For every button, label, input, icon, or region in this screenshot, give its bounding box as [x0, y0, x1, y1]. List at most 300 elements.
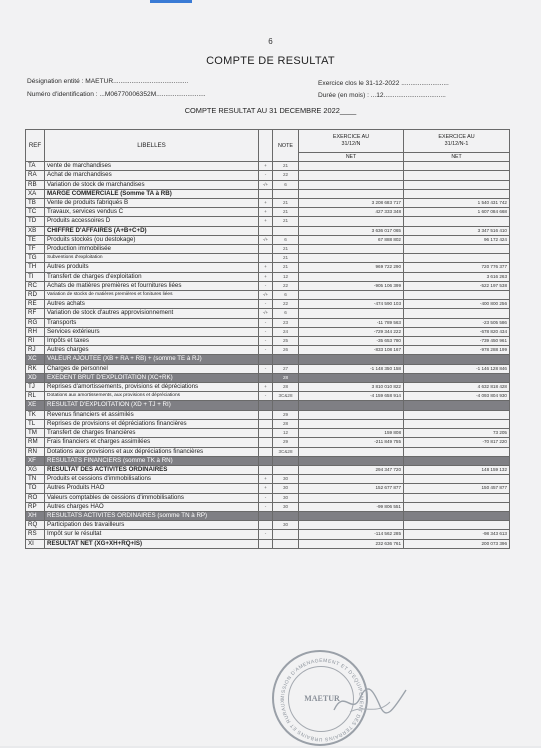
row-value-n [299, 475, 404, 484]
row-value-n: -211 849 755 [299, 438, 404, 447]
table-row [26, 189, 510, 198]
row-value-n1: -23 505 586 [404, 318, 510, 327]
row-label: CHIFFRE D'AFFAIRES (A+B+C+D) [45, 226, 259, 235]
row-note: 21 [273, 245, 299, 254]
row-label: Subventions d'exploitation [45, 254, 259, 263]
row-note: 21 [273, 199, 299, 208]
row-ref: XC [26, 355, 45, 364]
row-label: Autres charges [45, 346, 259, 355]
row-sign: + [259, 162, 273, 171]
row-note: 6 [273, 309, 299, 318]
income-statement-table [25, 129, 510, 549]
row-value-n [299, 254, 404, 263]
table-row [26, 465, 510, 474]
row-ref: RL [26, 392, 45, 401]
row-ref: XB [26, 226, 45, 235]
row-note [273, 539, 299, 548]
row-value-n: 232 636 761 [299, 539, 404, 548]
row-value-n1: 73 205 [404, 429, 510, 438]
row-ref: RH [26, 327, 45, 336]
row-note: 6 [273, 235, 299, 244]
row-label: Impôts et taxes [45, 337, 259, 346]
row-sign: - [259, 392, 273, 401]
row-ref: RS [26, 530, 45, 539]
row-value-n1: -98 343 613 [404, 530, 510, 539]
exercise-closing: Exercice clos le 31-12-2022 .......................... [318, 80, 449, 87]
row-ref: TG [26, 254, 45, 263]
table-row [26, 235, 510, 244]
row-value-n1: 1 540 431 742 [404, 199, 510, 208]
row-value-n1 [404, 254, 510, 263]
entity-designation: Désignation entité : MAETUR......................................... [27, 78, 189, 85]
row-sign: + [259, 475, 273, 484]
row-sign: - [259, 364, 273, 373]
row-ref: RE [26, 300, 45, 309]
row-label: Autres produits [45, 263, 259, 272]
table-row [26, 419, 510, 428]
row-value-n1: 3 616 263 [404, 272, 510, 281]
row-note: 3C&28 [273, 392, 299, 401]
row-note: 6 [273, 291, 299, 300]
row-sign: + [259, 217, 273, 226]
table-row [26, 410, 510, 419]
row-note [273, 189, 299, 198]
table-row [26, 208, 510, 217]
row-value-n1: 1 607 084 668 [404, 208, 510, 217]
row-sign [259, 355, 273, 364]
table-row [26, 171, 510, 180]
table-title: COMPTE RESULTAT AU 31 DECEMBRE 2022____ [184, 106, 357, 115]
row-note [273, 530, 299, 539]
row-value-n [299, 171, 404, 180]
row-value-n1 [404, 373, 510, 382]
table-row [26, 318, 510, 327]
row-value-n [299, 217, 404, 226]
table-row [26, 180, 510, 189]
row-label: Autres charges HAO [45, 502, 259, 511]
header-sign [259, 130, 273, 162]
row-value-n1: 4 632 818 428 [404, 383, 510, 392]
row-value-n: -905 106 399 [299, 281, 404, 290]
row-label: RESULTATS ACTIVITES ORDINAIRES (somme TN à RP) [45, 511, 259, 520]
row-ref: RC [26, 281, 45, 290]
table-row [26, 217, 510, 226]
row-sign [259, 456, 273, 465]
row-value-n: 3 208 683 717 [299, 199, 404, 208]
row-sign: - [259, 327, 273, 336]
row-label: Produits accessoires D [45, 217, 259, 226]
row-label: Variation de stock d'autres approvisionnement [45, 309, 259, 318]
row-value-n [299, 162, 404, 171]
row-value-n: 969 722 290 [299, 263, 404, 272]
row-sign: + [259, 263, 273, 272]
table-row [26, 309, 510, 318]
row-value-n1: -1 146 128 846 [404, 364, 510, 373]
table-row [26, 530, 510, 539]
row-value-n1 [404, 217, 510, 226]
table-row [26, 475, 510, 484]
header-net-n1: NET [404, 153, 510, 162]
row-sign [259, 245, 273, 254]
row-note [273, 465, 299, 474]
table-row [26, 254, 510, 263]
row-label: EXEDENT BRUT D'EXPLOITATION (XC+RK) [45, 373, 259, 382]
row-note [273, 511, 299, 520]
row-value-n1 [404, 245, 510, 254]
row-value-n1: 96 172 424 [404, 235, 510, 244]
row-note: 24 [273, 327, 299, 336]
row-ref: TJ [26, 383, 45, 392]
row-value-n1 [404, 180, 510, 189]
row-value-n1 [404, 511, 510, 520]
row-label: Services extérieurs [45, 327, 259, 336]
row-ref: RI [26, 337, 45, 346]
row-label: Achat de marchandises [45, 171, 259, 180]
row-ref: RQ [26, 521, 45, 530]
row-ref: XI [26, 539, 45, 548]
row-value-n1: 200 073 396 [404, 539, 510, 548]
row-sign: - [259, 502, 273, 511]
row-sign: + [259, 208, 273, 217]
row-ref: RM [26, 438, 45, 447]
row-sign [259, 447, 273, 456]
row-ref: RF [26, 309, 45, 318]
row-label: vente de marchandises [45, 162, 259, 171]
row-value-n1 [404, 456, 510, 465]
row-label: Travaux, services vendus C [45, 208, 259, 217]
row-sign: -/+ [259, 180, 273, 189]
row-value-n [299, 355, 404, 364]
table-row [26, 199, 510, 208]
row-sign: - [259, 337, 273, 346]
row-ref: RJ [26, 346, 45, 355]
table-row [26, 438, 510, 447]
row-note: 30 [273, 521, 299, 530]
row-label: Transfert de charges d'exploitation [45, 272, 259, 281]
row-value-n [299, 511, 404, 520]
row-label: Autres Produits HAO [45, 484, 259, 493]
row-sign: + [259, 272, 273, 281]
table-row [26, 521, 510, 530]
row-sign [259, 401, 273, 410]
row-value-n: -99 806 551 [299, 502, 404, 511]
row-sign: + [259, 484, 273, 493]
row-ref: XG [26, 465, 45, 474]
row-note: 21 [273, 208, 299, 217]
row-ref: TO [26, 484, 45, 493]
table-row [26, 392, 510, 401]
row-label: RESULTATS FINANCIERS (somme TK à RN) [45, 456, 259, 465]
row-sign: -/+ [259, 309, 273, 318]
row-label: Impôt sur le résultat [45, 530, 259, 539]
row-ref: RP [26, 502, 45, 511]
table-row [26, 456, 510, 465]
table-row [26, 539, 510, 548]
table-row [26, 484, 510, 493]
table-row [26, 373, 510, 382]
row-label: Variation de stocks de matières premières et fonitures liées [45, 291, 259, 300]
row-ref: RD [26, 291, 45, 300]
document-title: COMPTE DE RESULTAT [206, 55, 335, 67]
row-sign: - [259, 318, 273, 327]
row-label: Dotations aux amortissements, aux provisions et dépréciations [45, 392, 259, 401]
table-row [26, 263, 510, 272]
row-sign [259, 438, 273, 447]
row-value-n [299, 309, 404, 318]
table-row [26, 493, 510, 502]
row-label: Produits stockés (ou destokage) [45, 235, 259, 244]
row-sign: - [259, 281, 273, 290]
row-sign: - [259, 171, 273, 180]
row-ref: TE [26, 235, 45, 244]
row-note: 21 [273, 263, 299, 272]
row-value-n [299, 419, 404, 428]
row-value-n1: -400 800 256 [404, 300, 510, 309]
row-value-n1: -678 820 434 [404, 327, 510, 336]
row-sign: -/+ [259, 291, 273, 300]
row-note: 28 [273, 383, 299, 392]
table-row [26, 245, 510, 254]
handwritten-signature [330, 682, 410, 722]
row-ref: TN [26, 475, 45, 484]
header-exercise-n: EXERCICE AU 31/12/N [299, 130, 404, 153]
table-row [26, 226, 510, 235]
row-note: 22 [273, 171, 299, 180]
row-label: VALEUR AJOUTEE (XB + RA + RB) + (somme TE à RJ) [45, 355, 259, 364]
row-sign [259, 226, 273, 235]
row-label: Valeurs comptables de cessions d'immobilisations [45, 493, 259, 502]
svg-text:MISSION D'AMENAGEMENT ET D'EQU: MISSION D'AMENAGEMENT ET D'EQUIPEMENT DES TERRAINS URBAINS ET RURAUX [279, 657, 365, 743]
row-sign: - [259, 530, 273, 539]
row-label: Variation de stock de marchandises [45, 180, 259, 189]
row-value-n1 [404, 419, 510, 428]
row-note: 22 [273, 300, 299, 309]
row-ref: RN [26, 447, 45, 456]
row-label: MARGE COMMERCIALE (Somme TA à RB) [45, 189, 259, 198]
identification-number: Numéro d'identification : ...M06770006352M........................... [27, 91, 206, 98]
header-note: NOTE [273, 130, 299, 162]
row-note [273, 456, 299, 465]
table-row [26, 447, 510, 456]
row-label: RESULTAT NET (XG+XH+RQ+IS) [45, 539, 259, 548]
row-sign: - [259, 493, 273, 502]
table-row [26, 291, 510, 300]
row-note: 25 [273, 337, 299, 346]
row-note [273, 355, 299, 364]
row-ref: RA [26, 171, 45, 180]
row-ref: TK [26, 410, 45, 419]
row-note: 21 [273, 162, 299, 171]
row-value-n1 [404, 475, 510, 484]
row-value-n [299, 447, 404, 456]
row-note: 30 [273, 493, 299, 502]
row-note: 30 [273, 475, 299, 484]
table-row [26, 429, 510, 438]
row-label: Reprises de provisions et dépréciations financières [45, 419, 259, 428]
row-value-n: -1 148 350 158 [299, 364, 404, 373]
row-note: 29 [273, 438, 299, 447]
header-exercise-n1: EXERCICE AU 31/12/N-1 [404, 130, 510, 153]
row-sign: - [259, 300, 273, 309]
table-row [26, 300, 510, 309]
row-ref: TI [26, 272, 45, 281]
row-ref: XA [26, 189, 45, 198]
row-label: RESULTAT D'EXPLOITATION (XD + TJ + RI) [45, 401, 259, 410]
table-row [26, 272, 510, 281]
row-value-n: -474 590 103 [299, 300, 404, 309]
table-row [26, 327, 510, 336]
row-sign [259, 465, 273, 474]
row-ref: RO [26, 493, 45, 502]
table-row [26, 502, 510, 511]
table-row [26, 401, 510, 410]
row-value-n [299, 410, 404, 419]
row-sign [259, 254, 273, 263]
row-value-n: -729 344 222 [299, 327, 404, 336]
row-note: 23 [273, 318, 299, 327]
row-note: 30 [273, 484, 299, 493]
row-note: 22 [273, 281, 299, 290]
row-value-n1: 3 347 516 410 [404, 226, 510, 235]
row-value-n: -114 562 285 [299, 530, 404, 539]
row-sign: - [259, 346, 273, 355]
row-note: 21 [273, 254, 299, 263]
table-row [26, 511, 510, 520]
row-ref: TF [26, 245, 45, 254]
table-row [26, 346, 510, 355]
row-value-n: -833 108 167 [299, 346, 404, 355]
row-note: 28 [273, 419, 299, 428]
row-ref: XE [26, 401, 45, 410]
row-value-n1: -978 288 199 [404, 346, 510, 355]
row-note: 12 [273, 272, 299, 281]
table-row [26, 383, 510, 392]
row-sign [259, 189, 273, 198]
row-value-n1 [404, 410, 510, 419]
row-sign: + [259, 383, 273, 392]
row-note: 28 [273, 373, 299, 382]
row-sign [259, 511, 273, 520]
row-label: Produits et cessions d'immobilisations [45, 475, 259, 484]
row-value-n1: -522 197 538 [404, 281, 510, 290]
row-value-n1: 150 457 877 [404, 484, 510, 493]
row-value-n: 3 636 017 065 [299, 226, 404, 235]
row-value-n [299, 291, 404, 300]
row-value-n [299, 493, 404, 502]
row-ref: RG [26, 318, 45, 327]
row-value-n [299, 521, 404, 530]
table-row [26, 281, 510, 290]
table-row [26, 337, 510, 346]
row-label: Frais financiers et charges assimilées [45, 438, 259, 447]
page-number: 6 [268, 37, 273, 46]
row-value-n1: 148 159 132 [404, 465, 510, 474]
table-row [26, 162, 510, 171]
row-value-n1 [404, 493, 510, 502]
row-sign [259, 521, 273, 530]
row-note: 29 [273, 410, 299, 419]
row-value-n1 [404, 189, 510, 198]
row-value-n1: -739 450 961 [404, 337, 510, 346]
row-value-n [299, 189, 404, 198]
exercise-duration: Durée (en mois) : ...12.................................. [318, 92, 446, 99]
row-value-n [299, 272, 404, 281]
row-label: Autres achats [45, 300, 259, 309]
row-value-n1 [404, 171, 510, 180]
row-value-n: 3 810 010 822 [299, 383, 404, 392]
row-label: Reprises d'amortissements, provisions et dépréciations [45, 383, 259, 392]
row-sign: -/+ [259, 235, 273, 244]
table-row [26, 355, 510, 364]
row-value-n1: -4 093 804 930 [404, 392, 510, 401]
row-value-n1 [404, 309, 510, 318]
row-value-n: 427 333 348 [299, 208, 404, 217]
row-value-n1 [404, 162, 510, 171]
row-note: 21 [273, 217, 299, 226]
row-value-n [299, 373, 404, 382]
row-value-n: 294 347 720 [299, 465, 404, 474]
row-sign [259, 419, 273, 428]
top-accent-bar [150, 0, 192, 3]
row-note [273, 401, 299, 410]
row-label: Charges de personnel [45, 364, 259, 373]
row-note: 12 [273, 429, 299, 438]
row-ref: RK [26, 364, 45, 373]
row-value-n: 159 808 [299, 429, 404, 438]
row-ref: TA [26, 162, 45, 171]
row-ref: TD [26, 217, 45, 226]
row-note: 26 [273, 346, 299, 355]
row-label: Production immobilisée [45, 245, 259, 254]
row-sign [259, 410, 273, 419]
row-label: Vente de produits fabriqués B [45, 199, 259, 208]
row-note: 3C&28 [273, 447, 299, 456]
row-sign [259, 429, 273, 438]
header-libelles: LIBELLES [45, 130, 259, 162]
row-note: 27 [273, 364, 299, 373]
row-note: 6 [273, 180, 299, 189]
header-ref: REF [26, 130, 45, 162]
row-ref: TM [26, 429, 45, 438]
row-value-n1 [404, 291, 510, 300]
row-value-n [299, 245, 404, 254]
row-ref: TH [26, 263, 45, 272]
row-value-n: -11 789 563 [299, 318, 404, 327]
row-label: Revenus financiers et assimilés [45, 410, 259, 419]
row-label: Transports [45, 318, 259, 327]
row-value-n1 [404, 401, 510, 410]
row-ref: XD [26, 373, 45, 382]
row-value-n1 [404, 447, 510, 456]
row-value-n: -4 159 658 914 [299, 392, 404, 401]
row-label: Participation des travailleurs [45, 521, 259, 530]
row-value-n1: 720 776 377 [404, 263, 510, 272]
header-net-n: NET [299, 153, 404, 162]
row-value-n [299, 456, 404, 465]
row-value-n [299, 180, 404, 189]
row-ref: XF [26, 456, 45, 465]
row-ref: TB [26, 199, 45, 208]
row-sign [259, 373, 273, 382]
row-ref: TC [26, 208, 45, 217]
row-label: Dotations aux provisions et aux dépréciations financières [45, 447, 259, 456]
row-value-n [299, 401, 404, 410]
stamp-center-text: MAETUR [304, 694, 340, 703]
row-value-n: 152 677 877 [299, 484, 404, 493]
row-label: RESULTAT DES ACTIVITES ORDINAIRES [45, 465, 259, 474]
row-sign: + [259, 199, 273, 208]
row-value-n1 [404, 521, 510, 530]
